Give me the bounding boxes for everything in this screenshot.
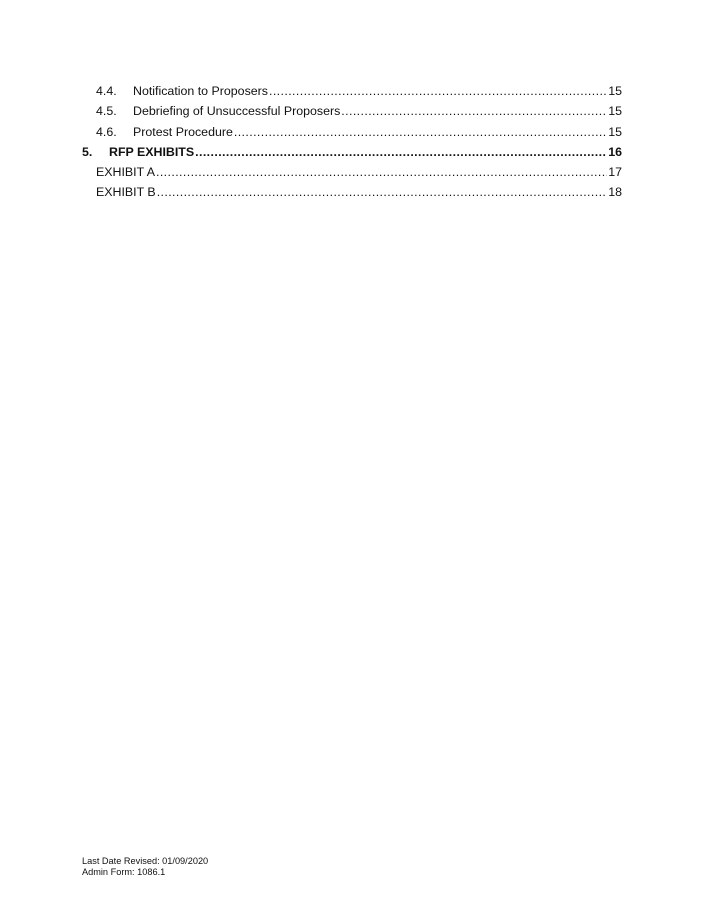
toc-entry-title: Debriefing of Unsuccessful Proposers [133,104,341,119]
dot-leader [156,162,607,182]
toc-entry-number: 5. [82,144,93,159]
toc-entry-number: 4.4. [96,84,117,98]
toc-entry-5[interactable] [82,142,622,162]
toc-entry-page: 15 [608,84,622,98]
page-footer [82,856,208,878]
footer-admin-form: Admin Form: 1086.1 [82,867,166,877]
toc-entry-page: 15 [608,104,622,119]
toc-entry-title: Notification to Proposers [133,84,268,98]
toc-entry-number: 4.6. [96,124,117,139]
dot-leader [157,182,608,202]
toc-entry-title: EXHIBIT B [96,185,156,200]
toc-entry-4-5[interactable] [82,101,622,121]
footer-revised-date: Last Date Revised: 01/09/2020 [82,856,209,866]
dot-leader [269,81,607,101]
toc-entry-4-6[interactable] [82,122,622,142]
table-of-contents [82,81,622,203]
dot-leader [234,122,607,142]
toc-entry-page: 17 [608,165,622,180]
toc-entry-page: 16 [608,144,622,159]
dot-leader [195,142,607,162]
toc-entry-title: Protest Procedure [133,124,233,139]
toc-entry-page: 18 [608,185,622,200]
toc-entry-4-4[interactable] [82,81,622,101]
toc-entry-title: EXHIBIT A [96,165,155,180]
toc-entry-exhibit-a[interactable] [82,162,622,182]
toc-entry-title: RFP EXHIBITS [109,144,195,159]
dot-leader [341,101,607,121]
toc-entry-number: 4.5. [96,104,117,119]
toc-entry-page: 15 [608,124,622,139]
toc-entry-exhibit-b[interactable] [82,182,622,202]
